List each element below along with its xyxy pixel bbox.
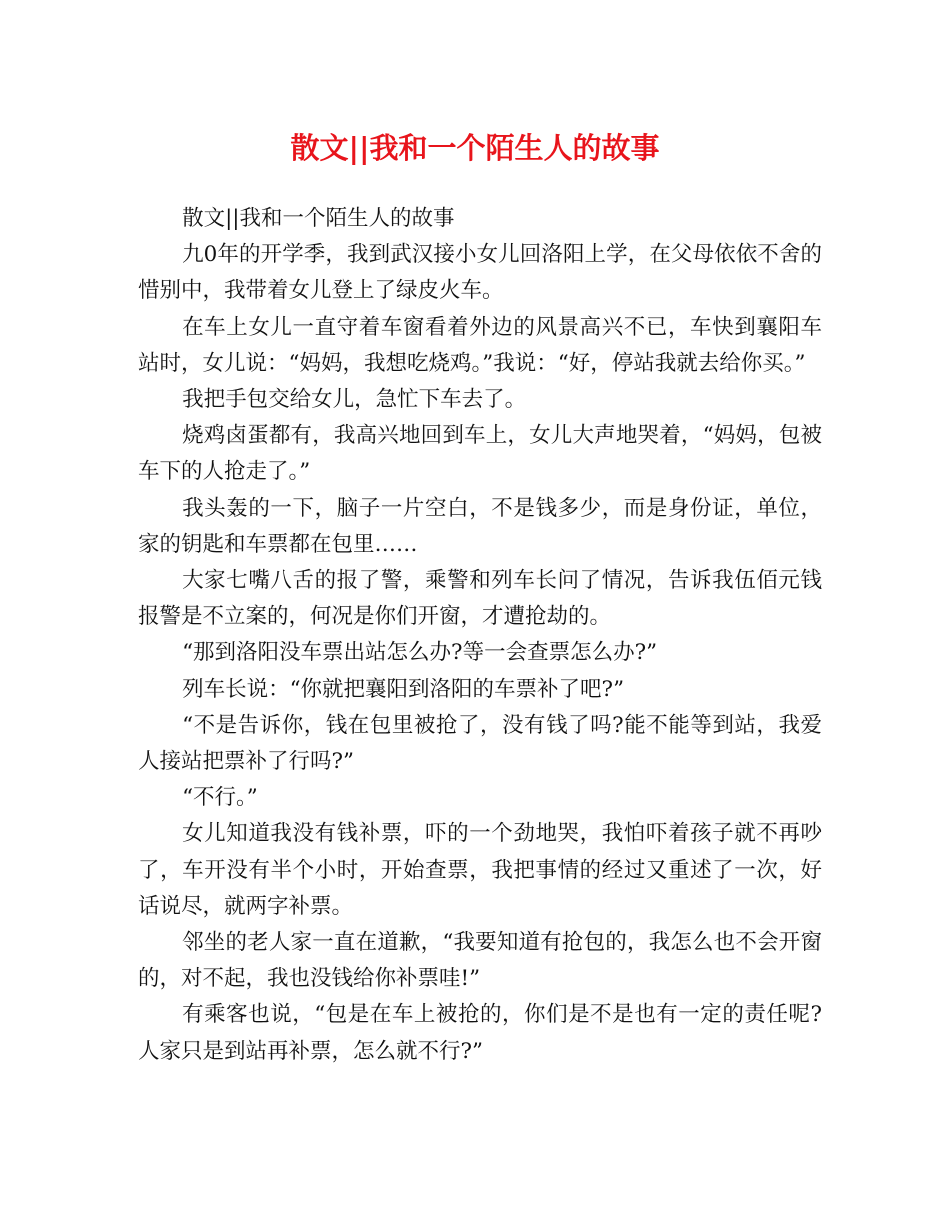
paragraph: 在车上女儿一直守着车窗看着外边的风景高兴不已，车快到襄阳车站时，女儿说：“妈妈，我想吃烧鸡。”我说：“好，停站我就去给你买。” xyxy=(138,314,822,376)
paragraph: “不是告诉你，钱在包里被抢了，没有钱了吗?能不能等到站，我爱人接站把票补了行吗?” xyxy=(138,712,822,775)
paragraph: “那到洛阳没车票出站怎么办?等一会查票怎么办?” xyxy=(182,640,658,666)
paragraph: 散文||我和一个陌生人的故事 xyxy=(182,206,455,231)
document-title: 散文||我和一个陌生人的故事 xyxy=(290,131,660,165)
paragraph: “不行。” xyxy=(182,785,258,811)
paragraph: 大家七嘴八舌的报了警，乘警和列车长问了情况，告诉我伍佰元钱报警是不立案的，何况是你们开窗，才遭抢劫的。 xyxy=(138,568,822,630)
paragraph: 邻坐的老人家一直在道歉，“我要知道有抢包的，我怎么也不会开窗的，对不起，我也没钱给你补票哇!” xyxy=(138,930,822,992)
paragraph: 列车长说：“你就把襄阳到洛阳的车票补了吧?” xyxy=(182,676,625,702)
document-body xyxy=(138,201,822,1070)
paragraph: 我头轰的一下，脑子一片空白，不是钱多少，而是身份证，单位，家的钥匙和车票都在包里…… xyxy=(138,495,822,557)
paragraph: 我把手包交给女儿，急忙下车去了。 xyxy=(182,387,527,413)
paragraph: 九0年的开学季，我到武汉接小女儿回洛阳上学，在父母依依不舍的惜别中，我带着女儿登上了绿皮火车。 xyxy=(138,242,822,304)
paragraph: 烧鸡卤蛋都有，我高兴地回到车上，女儿大声地哭着，“妈妈，包被车下的人抢走了。” xyxy=(138,423,822,485)
paragraph: 有乘客也说，“包是在车上被抢的，你们是不是也有一定的责任呢?人家只是到站再补票，怎么就不行?” xyxy=(138,1002,822,1064)
paragraph: 女儿知道我没有钱补票，吓的一个劲地哭，我怕吓着孩子就不再吵了，车开没有半个小时，开始查票，我把事情的经过又重述了一次，好话说尽，就两字补票。 xyxy=(138,821,822,919)
